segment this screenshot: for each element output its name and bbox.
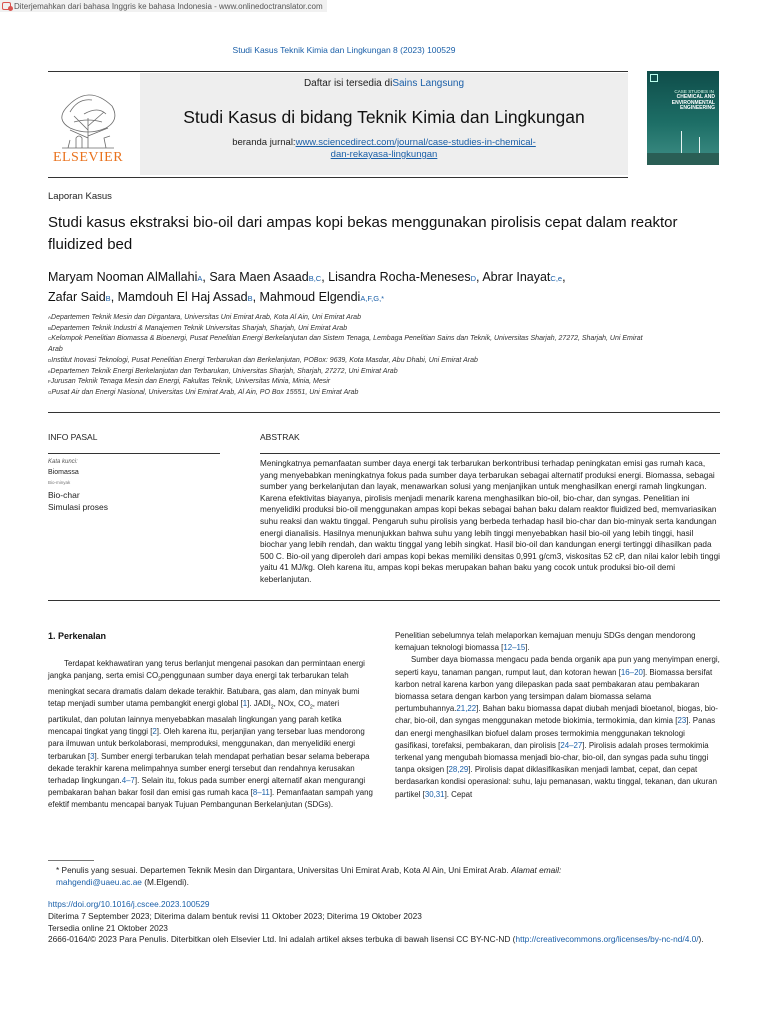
section-heading: 1. Perkenalan: [48, 631, 107, 641]
affiliation-label: A: [48, 315, 52, 320]
email-label: Alamat email:: [511, 865, 562, 875]
journal-cover-image[interactable]: [647, 71, 719, 165]
affiliation-item: [48, 324, 648, 335]
intro-text: ]. Panas dan energi menghasilkan biofuel dalam proses termokimia menggunakan teknologi gasifikasi, torefaksi, pembakaran, dan pirolisis [: [395, 716, 716, 750]
intro-text: ]. Pemanfaatan sampah yang efektif membantu mencapai banyak Tujuan Pembangunan Berkelanjutan (SDGs).: [48, 788, 373, 810]
journal-homepage: [140, 137, 628, 161]
affiliation-item: [48, 377, 648, 388]
affiliation-item: [48, 356, 648, 367]
intro-text: Terdapat kekhawatiran yang terus berlanjut mengenai pasokan dan permintaan energi jangka panjang, serta emisi CO: [48, 659, 365, 681]
translator-banner[interactable]: [0, 0, 327, 12]
intro-text: ]. Cepat: [444, 789, 473, 799]
license-line: [48, 934, 718, 946]
affiliation-item: [48, 334, 648, 355]
license-link[interactable]: http://creativecommons.org/licenses/by-nc-nd/4.0/: [515, 934, 699, 944]
article-title: Studi kasus ekstraksi bio-oil dari ampas kopi bekas menggunakan pirolisis cepat dalam reaktor fluidized bed: [48, 214, 678, 253]
affiliation-item: [48, 388, 648, 399]
cover-landscape: [647, 153, 719, 165]
article-info-rule: [48, 453, 220, 454]
intro-text: ]. Sumber energi terbarukan telah mendapat perhatian besar selama beberapa dekade terakhir karena melimpahnya sumber energi tersebut dan rendahnya kerusakan terhadap lingkungan.: [48, 751, 370, 785]
affiliation-label: D: [48, 357, 52, 363]
cover-logo-square: [650, 74, 658, 82]
affiliation-text: Institut Inovasi Teknologi, Pusat Penelitian Energi Terbarukan dan Berkelanjutan, POBox: 9639, Kota Masdar, Abu Dhabi, Uni Emirat Arab: [51, 356, 478, 364]
keyword-item[interactable]: Biomassa: [48, 469, 79, 476]
article-history: [48, 911, 718, 946]
citation-link[interactable]: 4–7: [121, 775, 135, 785]
online-date: Tersedia online 21 Oktober 2023: [48, 922, 168, 933]
intro-text: ]. Biomassa bersifat karbon netral karena karbon yang dilepaskan pada saat pembakaran atau pembakaran biomassa setara dengan karbon yang tersimpan dalam biomassa selama pertumbuhannya.: [395, 667, 713, 714]
history-dates: Diterima 7 September 2023; Diterima dalam bentuk revisi 11 Oktober 2023; Diterima 19 Oktober 2023: [48, 911, 422, 921]
author-list: Maryam Nooman AlMallahiA, Sara Maen AsaadB,C, Lisandra Rocha-MenesesD, Abrar InayatC,e, Zafar SaidB, Mamdouh El Haj AssadB, Mahmoud ElgendiA,F,G,*: [48, 270, 566, 304]
author-affil-ref[interactable]: A: [197, 274, 203, 283]
intro-left-column: [48, 658, 374, 812]
affiliation-text: Departemen Teknik Energi Berkelanjutan dan Terbarukan, Universitas Sharjah, Sharjah, 27272, Uni Emirat Arab: [50, 367, 398, 375]
doi-link[interactable]: https://doi.org/10.1016/j.cscee.2023.100529: [48, 899, 210, 909]
intro-text: Sumber daya biomassa mengacu pada benda organik apa pun yang menyimpan energi, seperti kayu, tanaman pangan, rumput laut, dan kotoran hewan [: [395, 655, 720, 677]
intro-text: , materi partikulat, dan polutan lainnya menyebabkan masalah lingkungan yang parah ketika mencapai tingkat yang tinggi [: [48, 699, 342, 737]
journal-title: Studi Kasus di bidang Teknik Kimia dan Lingkungan: [183, 107, 585, 127]
journal-reference[interactable]: Studi Kasus Teknik Kimia dan Lingkungan 8 (2023) 100529: [232, 45, 456, 55]
intro-text: , NOx, CO: [273, 699, 311, 709]
citation-link[interactable]: 24–27: [560, 740, 583, 750]
intro-text: ]. Oleh karena itu, perjanjian yang tersebar luas mendorong para ilmuwan untuk berkolaborasi, memproduksi, menggunakan, dan menyelidiki energi terbarukan [: [48, 727, 365, 761]
author-name[interactable]: Sara Maen Asaad: [209, 270, 309, 284]
author-affil-ref[interactable]: B,C: [308, 274, 322, 283]
affiliation-list: [48, 313, 648, 399]
author-name[interactable]: Mamdouh El Haj Assad: [117, 290, 248, 304]
footnote-text: * Penulis yang sesuai. Departemen Teknik Mesin dan Dirgantara, Universitas Uni Emirat Arab, Kota Al Ain, Uni Emirat Arab.: [56, 865, 509, 875]
affiliation-item: [48, 367, 648, 378]
keyword-note: Bio-minyak: [48, 480, 71, 485]
citation-link[interactable]: 21,22: [456, 704, 477, 714]
intro-text: ].: [525, 643, 530, 653]
section-divider: [48, 412, 720, 413]
intro-paragraph: [395, 630, 721, 654]
keyword-item[interactable]: Bio-char: [48, 490, 80, 500]
affiliation-label: e: [48, 368, 51, 374]
author-affil-ref[interactable]: C,e: [550, 274, 563, 283]
license-text: ).: [698, 934, 704, 944]
corresponding-author-footnote: [56, 864, 696, 888]
author-name[interactable]: Maryam Nooman AlMallahi: [48, 270, 198, 284]
keyword-item[interactable]: Simulasi proses: [48, 502, 108, 512]
affiliation-text: Jurusan Teknik Tenaga Mesin dan Energi, Fakultas Teknik, Universitas Minia, Minia, Mesir: [50, 378, 331, 386]
footnote-rule: [48, 860, 94, 861]
affiliation-item: [48, 313, 648, 324]
author-affil-ref[interactable]: A,F,G,*: [360, 294, 385, 303]
intro-text: ]. Pirolisis adalah proses termokimia terkenal yang mengubah biomassa menjadi bio-char, bio-oil, dan syngas pada suhu tinggi tanpa oksigen [: [395, 740, 709, 775]
citation-link[interactable]: 28,29: [448, 765, 469, 775]
affiliation-label: F: [48, 379, 51, 385]
citation-link[interactable]: 2: [152, 727, 157, 737]
affiliation-text: Kelompok Penelitian Biomassa & Bioenergi, Pusat Penelitian Energi Berkelanjutan dan Sistem Tenaga, Lembaga Penelitian Sains dan Teknik, Universitas Sharjah, 27272, Sharjah, Uni Emirat Arab: [48, 335, 643, 354]
article-category: Laporan Kasus: [48, 191, 112, 202]
citation-link[interactable]: 16–20: [620, 667, 643, 677]
keyword-list: [48, 489, 108, 513]
abstract-heading: ABSTRAK: [260, 432, 300, 442]
availability-line: [140, 78, 628, 89]
intro-text: ]. JADI: [247, 699, 271, 709]
intro-text: penggunaan sumber daya energi tak terbarukan telah meningkat secara dramatis dalam dekade terakhir. Batubara, gas alam, dan minyak bumi tetap menjadi sumber utama pembangkit energi global [: [48, 671, 360, 709]
affiliation-text: Departemen Teknik Mesin dan Dirgantara, Universitas Uni Emirat Arab, Kota Al Ain, Uni Emirat Arab: [51, 314, 361, 321]
author-name[interactable]: Mahmoud Elgendi: [259, 290, 361, 304]
citation-link[interactable]: 23: [677, 716, 687, 726]
email-suffix: (M.Elgendi).: [144, 877, 189, 887]
cover-line1: CASE STUDIES IN: [674, 89, 714, 94]
availability-prefix: Daftar isi tersedia di: [303, 78, 393, 89]
affiliation-text: Departemen Teknik Industri & Manajemen Teknik Universitas Sharjah, Sharjah, Uni Emirat Arab: [51, 324, 348, 332]
author-affil-ref[interactable]: D: [470, 274, 477, 283]
translate-icon: [2, 2, 11, 10]
translator-banner-text: Diterjemahkan dari bahasa Inggris ke bahasa Indonesia - www.onlinedoctranslator.com: [14, 1, 323, 11]
intro-text: ]. Selain itu, fokus pada sumber energi alternatif akan mengurangi pembakaran bahan bakar fosil dan emisi gas rumah kaca [: [48, 775, 366, 798]
citation-link[interactable]: 1: [242, 699, 248, 709]
abstract-text: Meningkatnya pemanfaatan sumber daya energi tak terbarukan berkontribusi terhadap peningkatan emisi gas rumah kaca, yang menyebabkan meningkatnya fokus pada sumber daya terbarukan sebagai alternatif produksi energi. Biomassa, sebagai sumber yang berkelanjutan dan layak, menawarkan solusi yang menjanjikan untuk menghasilkan energi ramah lingkungan. Karena efektivitas biayanya, pirolisis menjadi menarik karena menghasilkan bio-oil, bio-char, dan syngas. Penelitian ini menyelidiki produksi bio-oil menggunakan ampas kopi bekas sebagai bahan baku dalam reaktor fluidized bed, memvariasikan suhu reaksi dan waktu tinggal. Pengaruh suhu pirolisis yang berbeda terhadap hasil bio-char dan bio-minyak serta kandungan energi dianalisis. Hasilnya menunjukkan bahwa suhu yang lebih tinggi menyebabkan hasil bio-oil yang lebih tinggi, hasil biochar yang lebih rendah, dan waktu tinggal yang lebih singkat. Hasil bio-oil dan kandungan energi tertinggi dihasilkan pada 500 C. Bio-oil yang diperoleh dari ampas kopi bekas memiliki densitas 0,991 g/cm3, viskositas 52 cP, dan nilai kalor lebih tinggi yaitu 41 MJ/kg. Oleh karena itu, ampas kopi bekas merupakan bahan baku yang cocok untuk produksi bio-oil demi keberlanjutan.: [260, 459, 720, 584]
citation-link[interactable]: 8–11: [252, 788, 270, 798]
intro-text: ]. Pirolisis dapat diklasifikasikan menjadi lambat, cepat, dan cepat berdasarkan kondisi operasional: suhu, laju pemanasan, waktu tinggal, tekanan, dan ukuran partikel [: [395, 765, 717, 799]
section-divider: [48, 600, 720, 601]
header-bottom-rule: [48, 177, 628, 178]
cover-line2: CHEMICAL AND ENVIRONMENTAL ENGINEERING: [671, 94, 715, 112]
affiliation-label: B: [48, 325, 52, 331]
intro-paragraph: Terdapat kekhawatiran yang terus berlanjut mengenai pasokan dan permintaan energi jangka panjang, serta emisi $CO_2penggunaan$ sumber daya energi tak terbarukan telah meningkat secara dramatis dalam dekade terakhir. Batubara, gas alam, dan minyak bumi tetap menjadi sumber utama pembangkit energi global [1]. $JADI_2$, NOx, $CO_2$, materi partikulat, dan polutan lainnya menyebabkan masalah lingkungan yang parah ketika mencapai tingkat yang tinggi [2]. Oleh karena itu, perjanjian yang tersebar luas mendorong para ilmuwan untuk berkolaborasi, memproduksi, menggunakan, dan menyelidiki energi terbarukan [3]. Sumber energi terbarukan telah mendapat perhatian besar selama beberapa dekade terakhir karena melimpahnya sumber energi tersebut dan rendahnya kerusakan terhadap lingkungan.4–7]. Selain itu, fokus pada sumber energi alternatif akan mengurangi pembakaran bahan bakar fosil dan emisi gas rumah kaca [8–11]. Pemanfaatan sampah yang efektif membantu mencapai banyak Tujuan Pembangunan Berkelanjutan (SDGs).: [48, 659, 373, 810]
sciencedirect-link[interactable]: Sains Langsung: [392, 78, 465, 89]
homepage-link-line2[interactable]: dan-rekayasa-lingkungan: [330, 149, 438, 160]
email-link[interactable]: mahgendi@uaeu.ac.ae: [56, 877, 142, 887]
affiliation-text: Pusat Air dan Energi Nasional, Universitas Uni Emirat Arab, Al Ain, PO Box 15551, Uni Emirat Arab: [51, 388, 359, 396]
intro-paragraph: [395, 654, 721, 800]
affiliation-label: C: [48, 336, 52, 342]
intro-text: Penelitian sebelumnya telah melaporkan kemajuan menuju SDGs dengan mendorong kemajuan teknologi biomassa [: [395, 631, 696, 653]
license-text: 2666-0164/© 2023 Para Penulis. Diterbitkan oleh Elsevier Ltd. Ini adalah artikel akses terbuka di bawah lisensi CC BY-NC-ND (: [48, 934, 516, 944]
author-name[interactable]: Zafar Said: [48, 290, 106, 304]
article-info-heading: INFO PASAL: [48, 432, 98, 442]
author-name[interactable]: Abrar Inayat: [482, 270, 551, 284]
abstract-rule: [260, 453, 720, 454]
homepage-prefix: beranda jurnal:: [232, 137, 296, 148]
author-name[interactable]: Lisandra Rocha-Meneses: [328, 270, 471, 284]
citation-link[interactable]: 12–15: [503, 643, 526, 653]
keywords-label: Kata kunci:: [48, 459, 78, 465]
affiliation-label: G: [48, 389, 52, 395]
header-top-rule: [48, 71, 628, 72]
homepage-link-line1[interactable]: www.sciencedirect.com/journal/case-studies-in-chemical-: [295, 137, 536, 148]
author-affil-ref[interactable]: B: [105, 294, 111, 303]
citation-link[interactable]: 3: [90, 751, 95, 761]
citation-link[interactable]: 30,31: [424, 789, 445, 799]
intro-text: ]. Bahan baku biomassa dapat diubah menjadi bioetanol, biogas, bio-char, bio-oil, dan syngas menggunakan metode biokimia, termokimia, dan kimia [: [395, 704, 718, 726]
author-affil-ref[interactable]: B: [247, 294, 253, 303]
elsevier-wordmark: ELSEVIER: [52, 150, 124, 165]
intro-right-column: [395, 630, 721, 801]
